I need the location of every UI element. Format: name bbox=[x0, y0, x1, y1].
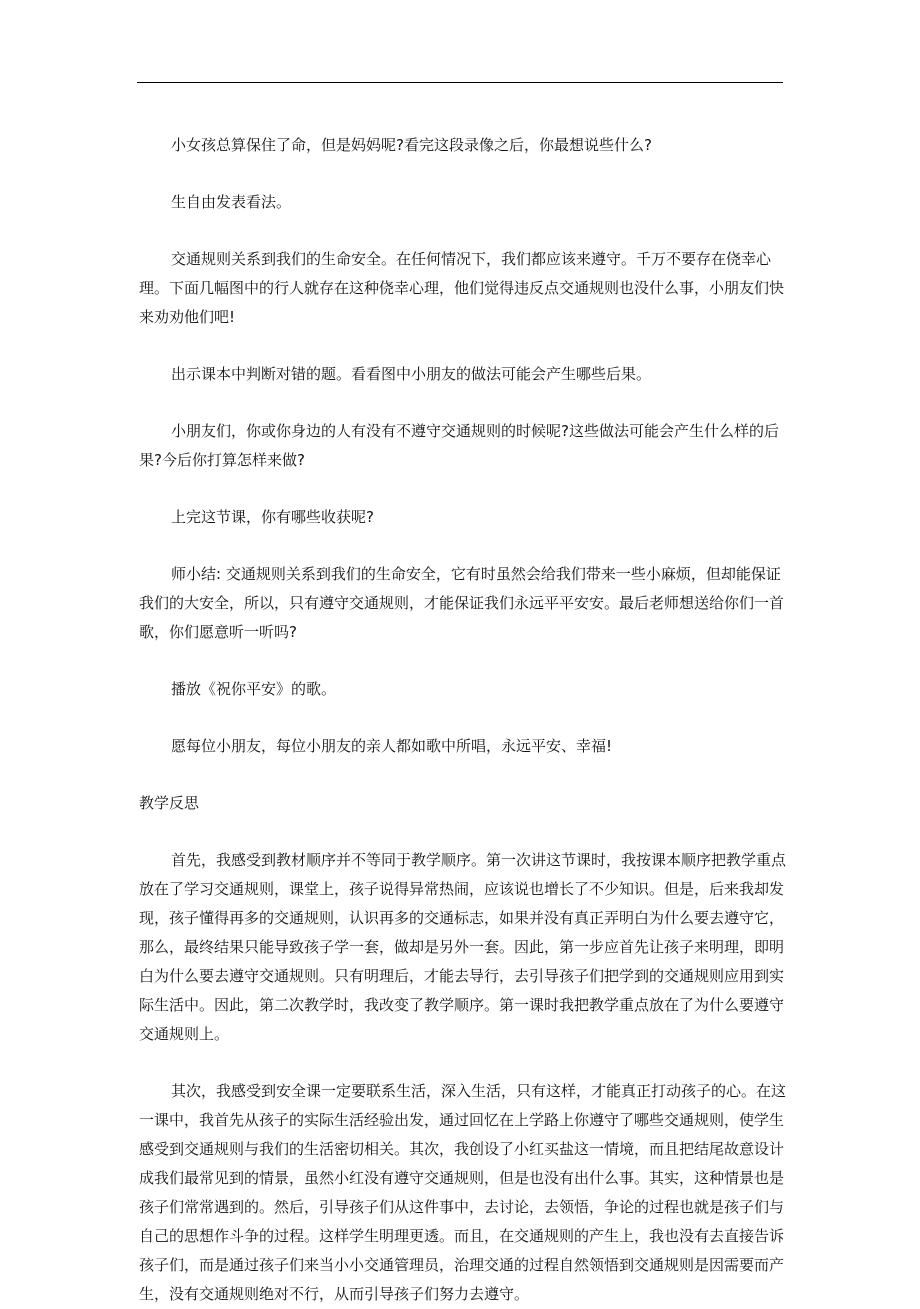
paragraph: 师小结: 交通规则关系到我们的生命安全，它有时虽然会给我们带来一些小麻烦，但却能保证我们的大安全，所以，只有遵守交通规则，才能保证我们永远平平安安。最后老师想送给你们一首歌，你们愿意听一听吗? bbox=[139, 565, 785, 641]
document-body bbox=[139, 131, 787, 1309]
reflection-paragraph: 其次，我感受到安全课一定要联系生活，深入生活，只有这样，才能真正打动孩子的心。在这一课中，我首先从孩子的实际生活经验出发，通过回忆在上学路上你遵守了哪些交通规则，使学生感受到交通规则与我们的生活密切相关。其次，我创设了小红买盐这一情境，而且把结尾故意设计成我们最常见到的情景，虽然小红没有遵守交通规则，但是也没有出什么事。其实，这种情景也是孩子们常常遇到的。然后，引导孩子们从这件事中，去讨论，去领悟，争论的过程也就是孩子们与自己的思想作斗争的过程。这样学生明理更透。而且，在交通规则的产生上，我也没有去直接告诉孩子们，而是通过孩子们来当小小交通管理员，治理交通的过程自然领悟到交通规则是因需要而产生，没有交通规则绝对不行，从而引导孩子们努力去遵守。 bbox=[139, 1082, 787, 1303]
paragraph: 上完这节课，你有哪些收获呢? bbox=[171, 508, 374, 526]
paragraph: 愿每位小朋友，每位小朋友的亲人都如歌中所唱，永远平安、幸福! bbox=[171, 737, 613, 755]
header-rule bbox=[137, 82, 783, 83]
paragraph: 小朋友们，你或你身边的人有没有不遵守交通规则的时候呢?这些做法可能会产生什么样的后果?今后你打算怎样来做? bbox=[139, 422, 779, 469]
reflection-paragraph: 首先，我感受到教材顺序并不等同于教学顺序。第一次讲这节课时，我按课本顺序把教学重点放在了学习交通规则，课堂上，孩子说得异常热闹，应该说也增长了不少知识。但是，后来我却发现，孩子懂得再多的交通规则，认识再多的交通标志，如果并没有真正弄明白为什么要去遵守它，那么，最终结果只能导致孩子学一套，做却是另外一套。因此，第一步应首先让孩子来明理，即明白为什么要去遵守交通规则。只有明理后，才能去导行，去引导孩子们把学到的交通规则应用到实际生活中。因此，第二次教学时，我改变了教学顺序。第一课时我把教学重点放在了为什么要遵守交通规则上。 bbox=[139, 851, 787, 1043]
paragraph: 交通规则关系到我们的生命安全。在任何情况下，我们都应该来遵守。千万不要存在侥幸心理。下面几幅图中的行人就存在这种侥幸心理，他们觉得违反点交通规则也没什么事，小朋友们快来劝劝他们吧! bbox=[139, 250, 785, 326]
paragraph: 生自由发表看法。 bbox=[171, 193, 292, 211]
section-heading: 教学反思 bbox=[139, 794, 200, 812]
paragraph: 播放《祝你平安》的歌。 bbox=[171, 680, 337, 698]
paragraph: 小女孩总算保住了命，但是妈妈呢?看完这段录像之后，你最想说些什么? bbox=[171, 136, 652, 154]
paragraph: 出示课本中判断对错的题。看看图中小朋友的做法可能会产生哪些后果。 bbox=[171, 365, 652, 383]
